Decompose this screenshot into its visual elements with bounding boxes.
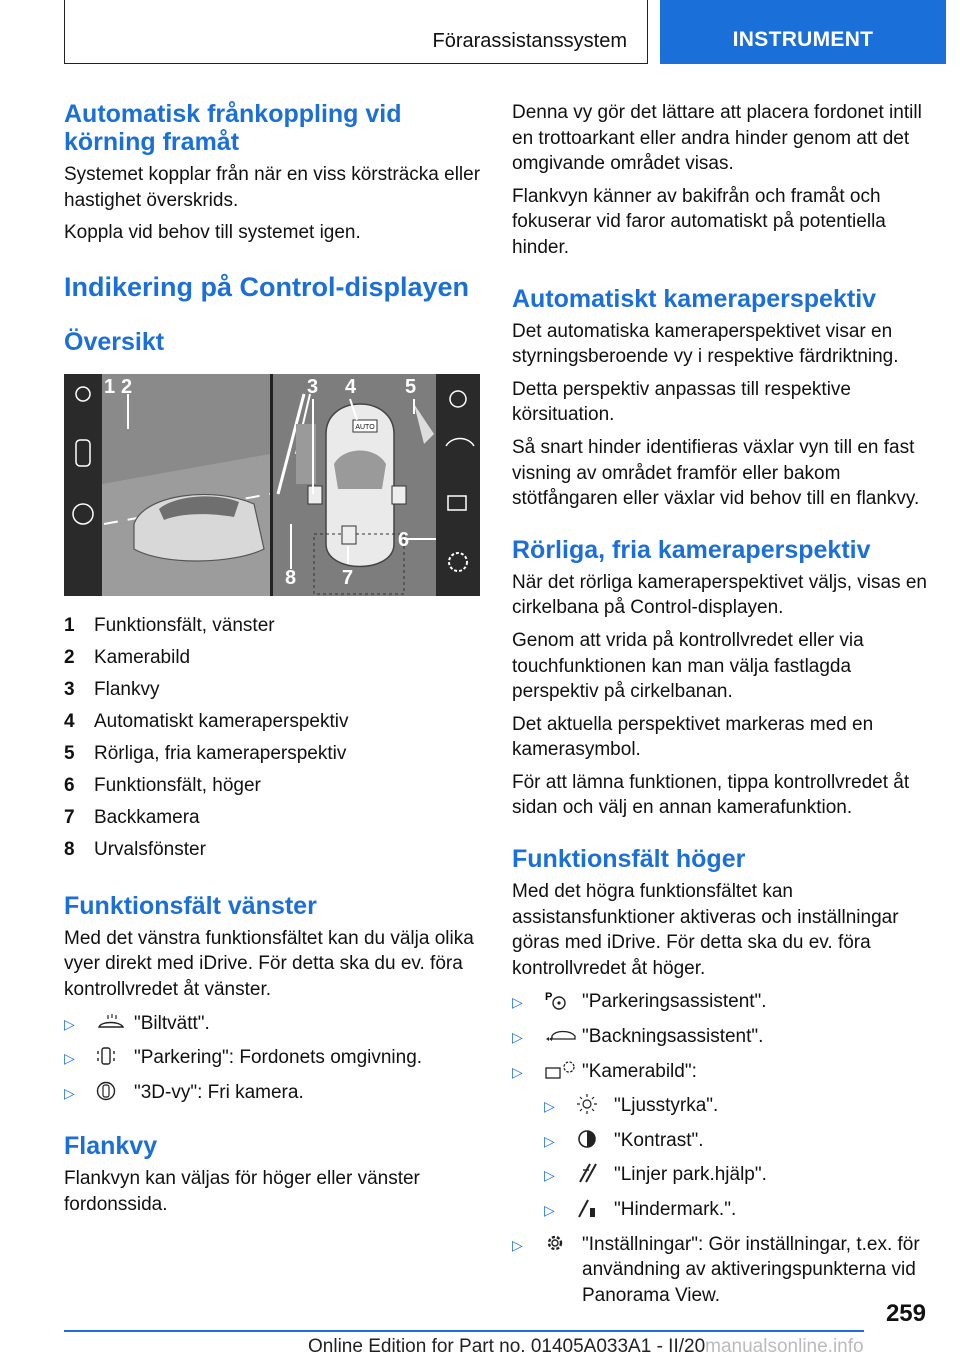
contrast-icon: [576, 1128, 614, 1150]
triangle-bullet-icon: ▷: [544, 1132, 555, 1149]
edition-info: [308, 1336, 864, 1358]
para-auto-cam-3: Så snart hinder identifieras växlar vyn till en fast visning av området framför eller bakom stötfångaren eller växlar vid behov till en flankvy.: [512, 436, 920, 510]
para-auto-cam-1: Det automatiska kameraperspektivet visar en styrningsberoende vy i respektive färdriktning.: [512, 320, 899, 368]
bullet-item: [512, 1059, 930, 1086]
triangle-bullet-icon: ▷: [64, 1084, 75, 1101]
legend-number: 6: [64, 774, 75, 796]
triangle-bullet-icon: ▷: [64, 1050, 75, 1067]
legend-number: 8: [64, 838, 75, 860]
right-column: [512, 100, 930, 1308]
legend-row: [64, 610, 482, 642]
figure-label-3: 3: [307, 375, 319, 398]
bullet-item: [544, 1128, 930, 1155]
figure-label-8: 8: [285, 566, 297, 589]
bullet-text: "Linjer park.hjälp".: [614, 1164, 767, 1186]
bullet-text: "3D-vy": Fri kamera.: [134, 1081, 304, 1103]
legend-text: Flankvy: [94, 678, 160, 700]
heading-flank-view: Flankvy: [64, 1132, 158, 1161]
3d-view-icon: [96, 1080, 134, 1102]
triangle-bullet-icon: ▷: [544, 1098, 555, 1115]
bullet-text: "Parkeringsassistent".: [582, 991, 767, 1013]
footer-divider: [64, 1330, 864, 1332]
header-section-title: Förarassistanssystem: [432, 30, 627, 52]
figure-label-1: 1: [104, 375, 116, 398]
reversing-assistant-icon: [544, 1024, 582, 1046]
triangle-bullet-icon: ▷: [544, 1167, 555, 1184]
legend-text: Funktionsfält, vänster: [94, 614, 275, 636]
triangle-bullet-icon: ▷: [544, 1202, 555, 1218]
legend-number: 4: [64, 710, 75, 732]
bullet-text: "Biltvätt".: [134, 1012, 210, 1034]
heading-right-function-field: Funktionsfält höger: [512, 845, 746, 874]
triangle-bullet-icon: ▷: [512, 994, 523, 1011]
triangle-bullet-icon: ▷: [512, 1063, 523, 1080]
brightness-icon: [576, 1093, 614, 1115]
figure-label-5: 5: [405, 375, 417, 398]
figure-label-7: 7: [342, 566, 354, 589]
bullet-item: [544, 1093, 930, 1120]
obstacle-marking-icon: [576, 1197, 614, 1219]
parking-view-icon: [96, 1045, 134, 1067]
para-auto-2: Koppla vid behov till systemet igen.: [64, 222, 361, 244]
heading-auto-camera: Automatiskt kameraperspektiv: [512, 284, 877, 313]
camera-settings-icon: [544, 1059, 582, 1081]
svg-text:P: P: [545, 991, 553, 1004]
bullet-item: [544, 1197, 930, 1224]
bullet-item: [544, 1162, 930, 1189]
bullet-text: "Parkering": Fordonets omgivning.: [134, 1047, 423, 1069]
legend-number: 2: [64, 646, 75, 668]
left-column: [64, 100, 482, 1218]
triangle-bullet-icon: ▷: [512, 1236, 523, 1253]
bullet-text: "Backningsassistent".: [582, 1026, 764, 1048]
right-field-bullet-list: [512, 989, 930, 1308]
bullet-item: [512, 989, 930, 1016]
legend-row: [64, 802, 482, 834]
figure-legend: [64, 610, 482, 866]
bullet-item: [64, 1080, 482, 1107]
bullet-text: "Kamerabild":: [582, 1060, 697, 1082]
legend-text: Kamerabild: [94, 646, 191, 668]
para-auto-cam-2: Detta perspektiv anpassas till respektive körsituation.: [512, 378, 851, 426]
legend-text: Backkamera: [94, 806, 200, 828]
bullet-text: "Ljusstyrka".: [614, 1095, 719, 1117]
legend-number: 1: [64, 614, 75, 636]
edition-text: Online Edition for Part no. 01405A033A1 - II/20: [308, 1336, 706, 1357]
legend-row: [64, 834, 482, 866]
para-right-1: Denna vy gör det lättare att placera fordonet intill en trottoarkant eller andra hinder genom att det omgivande området visas.: [512, 102, 922, 175]
figure-label-2: 2: [121, 375, 133, 398]
parking-assistant-icon: [544, 989, 582, 1011]
legend-row: [64, 642, 482, 674]
legend-row: [64, 706, 482, 738]
figure-label-6: 6: [398, 528, 410, 551]
parking-lines-icon: [576, 1162, 614, 1184]
legend-number: 3: [64, 678, 75, 700]
legend-number: 5: [64, 742, 75, 764]
legend-text: Automatiskt kameraperspektiv: [94, 710, 349, 732]
para-auto-1: Systemet kopplar från när en viss körsträcka eller hastighet överskrids.: [64, 164, 481, 211]
bullet-item: [64, 1011, 482, 1038]
heading-overview: Översikt: [64, 327, 165, 356]
para-free-cam-2: Genom att vrida på kontrollvredet eller via touchfunktionen kan man välja fastlagda perspektiv på cirkelbanan.: [512, 629, 864, 703]
figure-auto-label: AUTO: [355, 423, 375, 431]
triangle-bullet-icon: ▷: [512, 1029, 523, 1046]
bullet-text: "Inställningar": Gör inställningar, t.ex. för användning av aktiveringspunkterna vid Panorama View.: [582, 1233, 920, 1306]
heading-left-function-field: Funktionsfält vänster: [64, 891, 317, 920]
car-wash-icon: [96, 1011, 134, 1033]
legend-text: Funktionsfält, höger: [94, 774, 261, 796]
heading-control-display: Indikering på Control-displayen: [64, 271, 470, 302]
header-frame: [64, 0, 648, 64]
legend-text: Rörliga, fria kameraperspektiv: [94, 742, 347, 764]
para-flank: Flankvyn kan väljas för höger eller vänster fordonssida.: [64, 1168, 420, 1215]
legend-row: [64, 770, 482, 802]
page-number: 259: [885, 1300, 926, 1327]
legend-number: 7: [64, 806, 75, 828]
para-right-field: Med det högra funktionsfältet kan assistansfunktioner aktiveras och inställningar göras med iDrive. För detta ska du ev. föra kontrollvredet åt höger.: [512, 881, 899, 979]
bullet-item: [64, 1045, 482, 1072]
bullet-text: "Hindermark.".: [614, 1199, 737, 1220]
camera-display-illustration: [64, 374, 480, 596]
bullet-item: [512, 1024, 930, 1051]
camera-display-figure: [64, 374, 480, 596]
settings-gear-icon: [544, 1232, 582, 1254]
heading-free-camera: Rörliga, fria kameraperspektiv: [512, 535, 871, 564]
figure-label-4: 4: [345, 375, 357, 398]
watermark-text: manualsonline.info: [705, 1336, 864, 1357]
para-free-cam-3: Det aktuella perspektivet markeras med en kamerasymbol.: [512, 713, 874, 761]
bullet-item: [512, 1232, 930, 1309]
para-free-cam-4: För att lämna funktionen, tippa kontrollvredet åt sidan och välj en annan kamerafunktion.: [512, 771, 910, 819]
legend-row: [64, 738, 482, 770]
legend-row: [64, 674, 482, 706]
header-tab-instrument[interactable]: INSTRUMENT: [660, 0, 946, 64]
legend-text: Urvalsfönster: [94, 838, 206, 860]
triangle-bullet-icon: ▷: [64, 1015, 75, 1032]
para-left-field: Med det vänstra funktionsfältet kan du välja olika vyer direkt med iDrive. För detta ska du ev. föra kontrollvredet åt vänster.: [64, 927, 474, 1000]
bullet-text: "Kontrast".: [614, 1129, 704, 1151]
heading-auto-disconnect: Automatisk frånkoppling vid körning framåt: [64, 100, 402, 156]
para-right-2: Flankvyn känner av bakifrån och framåt och fokuserar vid faror automatiskt på potentiella hinder.: [512, 185, 886, 258]
left-field-bullet-list: [64, 1011, 482, 1107]
para-free-cam-1: När det rörliga kameraperspektivet väljs, visas en cirkelbana på Control-displayen.: [512, 571, 928, 619]
